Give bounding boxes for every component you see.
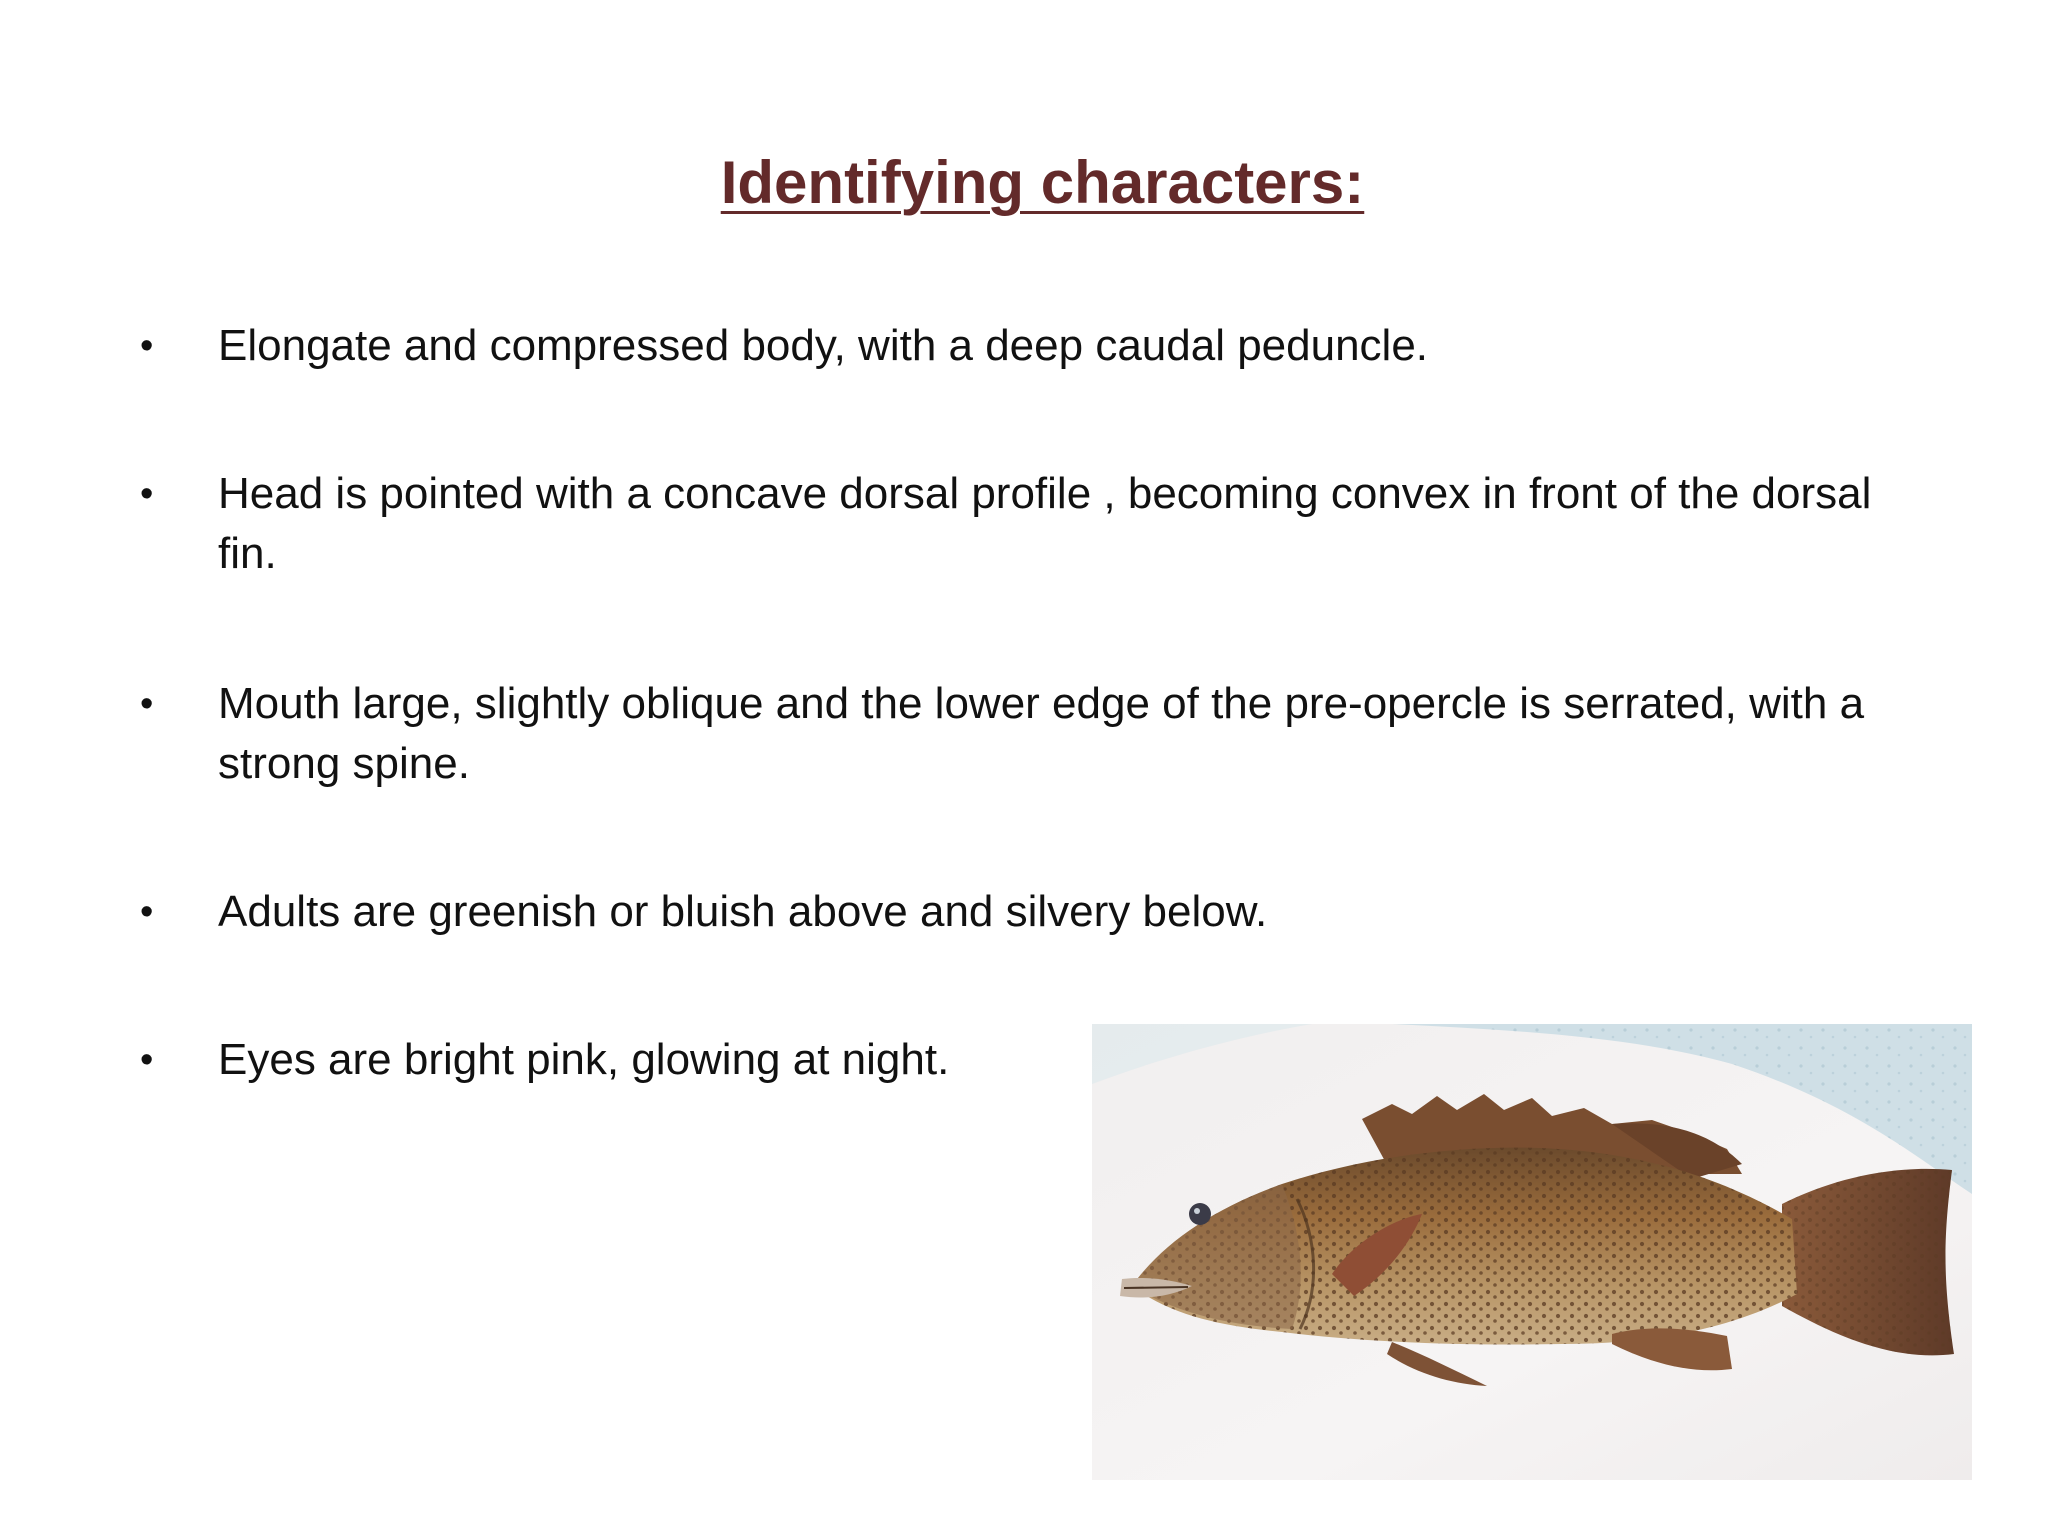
bullet-item (140, 674, 1880, 794)
fish-photo (1092, 1024, 1972, 1480)
bullet-text: Mouth large, slightly oblique and the lower edge of the pre-opercle is serrated, with a strong spine. (218, 679, 1865, 788)
bullet-text: Head is pointed with a concave dorsal profile , becoming convex in front of the dorsal fin. (218, 469, 1872, 578)
bullet-item (140, 882, 1880, 942)
fish-illustration (1092, 1024, 1972, 1480)
bullet-symbol: • (140, 891, 154, 933)
bullet-text: Elongate and compressed body, with a deep caudal peduncle. (218, 321, 1429, 370)
bullet-item (140, 316, 1880, 376)
bullet-text: Adults are greenish or bluish above and silvery below. (218, 887, 1268, 936)
bullet-symbol: • (140, 1039, 154, 1081)
bullet-symbol: • (140, 473, 154, 515)
slide-title: Identifying characters: (720, 149, 1365, 216)
bullet-symbol: • (140, 325, 154, 367)
bullet-symbol: • (140, 683, 154, 725)
bullet-text: Eyes are bright pink, glowing at night. (218, 1035, 950, 1084)
bullet-item (140, 464, 1880, 584)
